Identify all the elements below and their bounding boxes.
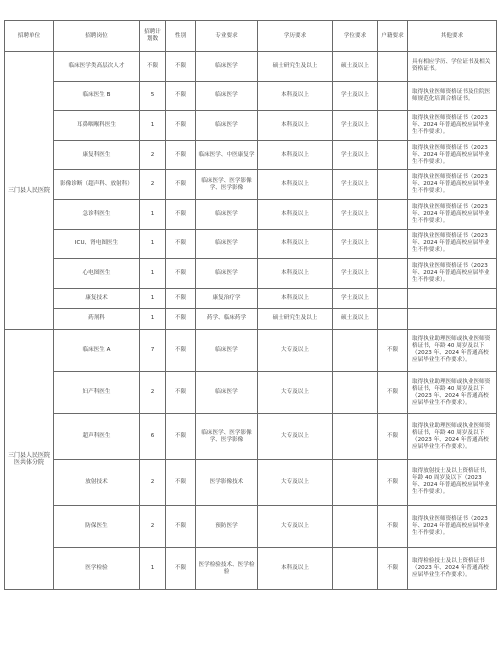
table-row [5,170,497,200]
post-cell: 康复技术 [54,288,140,308]
hukou-cell [378,170,408,200]
gender-cell: 不限 [166,547,196,589]
gender-cell: 不限 [166,288,196,308]
gender-cell: 不限 [166,505,196,547]
gender-cell: 不限 [166,111,196,141]
degree-cell [333,414,378,460]
hukou-cell: 不限 [378,459,408,505]
count-cell: 1 [140,308,166,329]
hukou-cell: 不限 [378,329,408,371]
other-cell: 取得执业助理医师或执业医师资格证书，年龄 40 周岁及以下（2023 年、2024 年普通高校应届毕业生不作要求）。 [408,329,497,371]
hukou-cell [378,259,408,289]
hukou-cell [378,111,408,141]
gender-cell: 不限 [166,414,196,460]
other-cell: 具有相应学历、学位证书及相关资格证书。 [408,52,497,82]
count-cell: 1 [140,199,166,229]
count-cell: 5 [140,81,166,111]
degree-cell: 学士及以上 [333,199,378,229]
post-cell: 防保医生 [54,505,140,547]
post-cell: 药剂科 [54,308,140,329]
degree-cell: 学士及以上 [333,288,378,308]
education-cell: 本科及以上 [258,547,333,589]
count-cell: 1 [140,547,166,589]
degree-cell [333,505,378,547]
other-cell [408,308,497,329]
education-cell: 大专及以上 [258,459,333,505]
other-cell: 取得执业医师资格证书及住院医师规范化培训合格证书。 [408,81,497,111]
hukou-cell [378,288,408,308]
post-cell: 耳鼻咽喉科医生 [54,111,140,141]
gender-cell: 不限 [166,229,196,259]
recruitment-table-sheet [4,20,496,590]
count-cell: 1 [140,288,166,308]
other-cell: 取得执业助理医师或执业医师资格证书，年龄 40 周岁及以下（2023 年、2024 年普通高校应届毕业生不作要求）。 [408,371,497,413]
header-hukou: 户籍要求 [378,21,408,52]
post-cell: 影像诊断（超声科、放射科） [54,170,140,200]
post-cell: 超声科医生 [54,414,140,460]
other-cell: 取得执业医师资格证书（2023 年、2024 年普通高校应届毕业生不作要求）。 [408,170,497,200]
education-cell: 大专及以上 [258,329,333,371]
gender-cell: 不限 [166,329,196,371]
major-cell: 临床医学、医学影像学、医学影像 [196,414,258,460]
other-cell: 取得执业助理医师或执业医师资格证书，年龄 40 周岁及以下（2023 年、2024 年普通高校应届毕业生不作要求）。 [408,414,497,460]
degree-cell: 学士及以上 [333,170,378,200]
gender-cell: 不限 [166,199,196,229]
degree-cell: 硕士及以上 [333,52,378,82]
degree-cell: 学士及以上 [333,229,378,259]
hukou-cell [378,308,408,329]
major-cell: 临床医学 [196,259,258,289]
other-cell: 取得执业医师资格证书（2023 年、2024 年普通高校应届毕业生不作要求）。 [408,229,497,259]
count-cell: 1 [140,229,166,259]
table-header-row [5,21,497,52]
education-cell: 本科及以上 [258,259,333,289]
education-cell: 本科及以上 [258,288,333,308]
major-cell: 临床医学 [196,199,258,229]
major-cell: 临床医学 [196,329,258,371]
major-cell: 康复治疗学 [196,288,258,308]
education-cell: 大专及以上 [258,505,333,547]
hukou-cell [378,229,408,259]
education-cell: 本科及以上 [258,229,333,259]
table-row [5,111,497,141]
major-cell: 临床医学、医学影像学、医学影像 [196,170,258,200]
degree-cell [333,371,378,413]
post-cell: 心电图医生 [54,259,140,289]
header-education: 学历要求 [258,21,333,52]
count-cell: 2 [140,371,166,413]
education-cell: 大专及以上 [258,414,333,460]
other-cell [408,288,497,308]
post-cell: 临床医生 B [54,81,140,111]
other-cell: 取得执业医师资格证书（2023 年、2024 年普通高校应届毕业生不作要求）。 [408,259,497,289]
education-cell: 硕士研究生及以上 [258,308,333,329]
recruitment-table [4,20,497,590]
major-cell: 预防医学 [196,505,258,547]
other-cell: 取得执业医师资格证书（2023 年、2024 年普通高校应届毕业生不作要求）。 [408,111,497,141]
degree-cell [333,459,378,505]
table-row [5,547,497,589]
table-row [5,81,497,111]
hukou-cell [378,199,408,229]
post-cell: 医学检验 [54,547,140,589]
post-cell: 康复科医生 [54,140,140,170]
gender-cell: 不限 [166,81,196,111]
post-cell: 放射技术 [54,459,140,505]
table-row [5,329,497,371]
gender-cell: 不限 [166,170,196,200]
hukou-cell [378,140,408,170]
table-row [5,459,497,505]
header-gender: 性别 [166,21,196,52]
gender-cell: 不限 [166,52,196,82]
major-cell: 临床医学 [196,52,258,82]
count-cell: 7 [140,329,166,371]
education-cell: 本科及以上 [258,111,333,141]
header-count: 招聘计划数 [140,21,166,52]
post-cell: 临床医学类高层次人才 [54,52,140,82]
header-degree: 学位要求 [333,21,378,52]
table-row [5,140,497,170]
education-cell: 本科及以上 [258,81,333,111]
hukou-cell: 不限 [378,505,408,547]
major-cell: 医学检验技术、医学检验 [196,547,258,589]
count-cell: 2 [140,505,166,547]
table-body [5,52,497,590]
education-cell: 大专及以上 [258,371,333,413]
count-cell: 2 [140,170,166,200]
gender-cell: 不限 [166,371,196,413]
header-post: 招聘岗位 [54,21,140,52]
other-cell: 取得执业医师资格证书（2023 年、2024 年普通高校应届毕业生不作要求）。 [408,505,497,547]
table-row [5,52,497,82]
other-cell: 取得执业医师资格证书（2023 年、2024 年普通高校应届毕业生不作要求）。 [408,199,497,229]
other-cell: 取得放射技士及以上资格证书，年龄 40 周岁及以下（2023 年、2024 年普通高校应届毕业生不作要求）。 [408,459,497,505]
post-cell: 妇产科医生 [54,371,140,413]
major-cell: 临床医学 [196,81,258,111]
table-row [5,229,497,259]
degree-cell: 学士及以上 [333,259,378,289]
gender-cell: 不限 [166,259,196,289]
education-cell: 本科及以上 [258,170,333,200]
table-row [5,308,497,329]
count-cell: 2 [140,140,166,170]
major-cell: 临床医学、中医康复学 [196,140,258,170]
post-cell: 临床医生 A [54,329,140,371]
degree-cell [333,547,378,589]
education-cell: 本科及以上 [258,199,333,229]
header-other: 其他要求 [408,21,497,52]
table-row [5,505,497,547]
hukou-cell [378,81,408,111]
hukou-cell: 不限 [378,371,408,413]
post-cell: ICU、肾电图医生 [54,229,140,259]
header-major: 专业要求 [196,21,258,52]
degree-cell: 硕士及以上 [333,308,378,329]
gender-cell: 不限 [166,308,196,329]
major-cell: 临床医学 [196,111,258,141]
hukou-cell [378,52,408,82]
unit-cell: 三门县人民医院 [5,52,54,330]
major-cell: 临床医学 [196,371,258,413]
header-unit: 招聘单位 [5,21,54,52]
degree-cell: 学士及以上 [333,111,378,141]
unit-cell: 三门县人民医院医共体分院 [5,329,54,590]
major-cell: 药学、临床药学 [196,308,258,329]
count-cell: 1 [140,259,166,289]
count-cell: 6 [140,414,166,460]
count-cell: 1 [140,111,166,141]
hukou-cell: 不限 [378,414,408,460]
count-cell: 不限 [140,52,166,82]
table-row [5,288,497,308]
other-cell: 取得执业医师资格证书（2023 年、2024 年普通高校应届毕业生不作要求）。 [408,140,497,170]
major-cell: 医学影像技术 [196,459,258,505]
gender-cell: 不限 [166,459,196,505]
table-row [5,199,497,229]
post-cell: 急诊科医生 [54,199,140,229]
table-row [5,259,497,289]
hukou-cell: 不限 [378,547,408,589]
degree-cell [333,329,378,371]
education-cell: 本科及以上 [258,140,333,170]
table-row [5,371,497,413]
count-cell: 2 [140,459,166,505]
gender-cell: 不限 [166,140,196,170]
degree-cell: 学士及以上 [333,81,378,111]
table-row [5,414,497,460]
other-cell: 取得检验技士及以上资格证书（2023 年、2024 年普通高校应届毕业生不作要求）。 [408,547,497,589]
degree-cell: 学士及以上 [333,140,378,170]
education-cell: 硕士研究生及以上 [258,52,333,82]
major-cell: 临床医学 [196,229,258,259]
